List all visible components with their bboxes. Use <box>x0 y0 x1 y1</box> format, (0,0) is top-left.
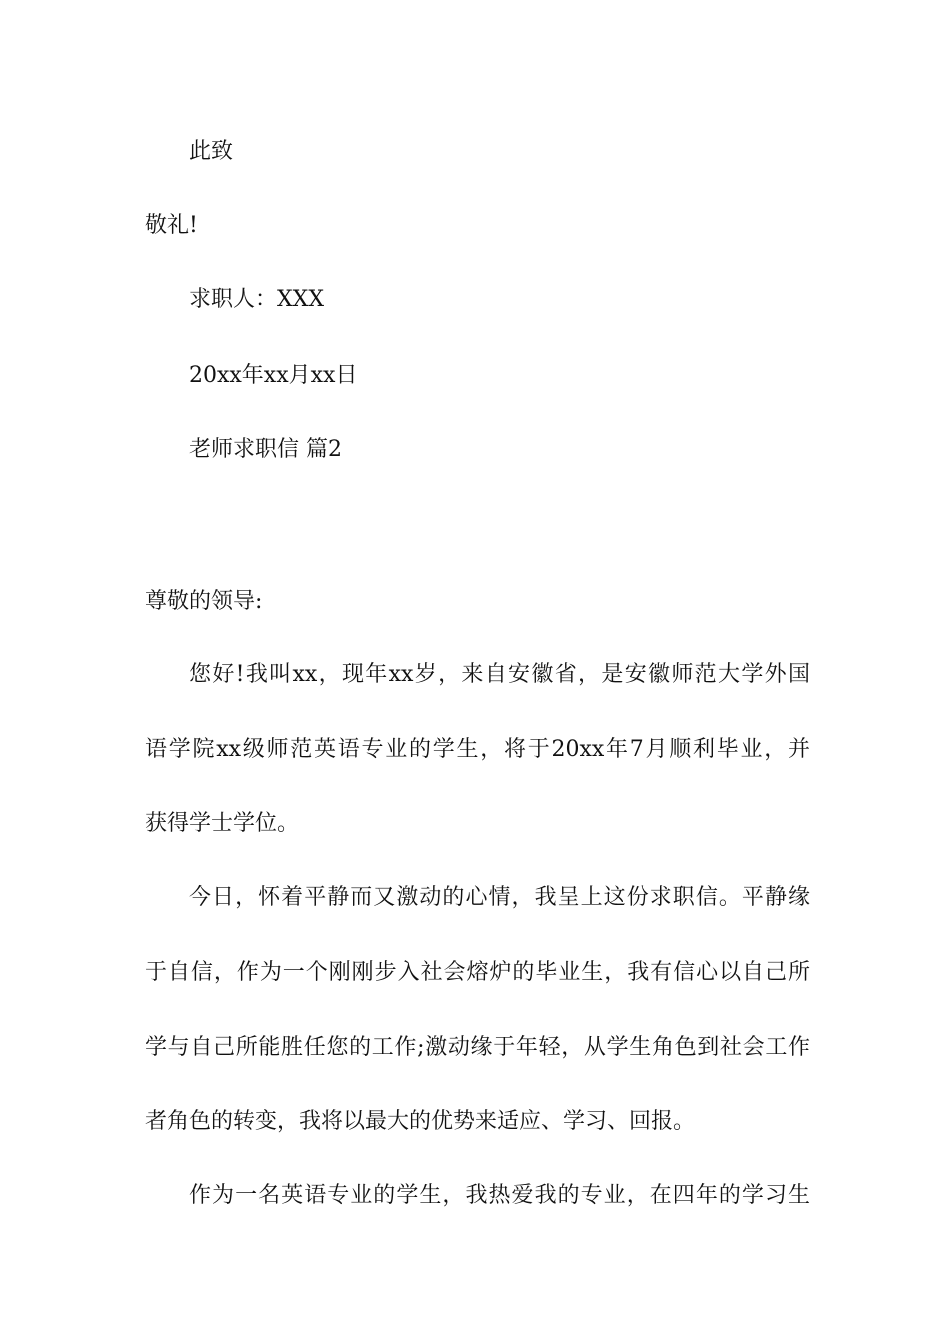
paragraph-line: 您好!我叫xx，现年xx岁，来自安徽省，是安徽师范大学外国 <box>189 662 810 687</box>
closing-line-1: 此致 <box>189 139 234 164</box>
date-line: 20xx年xx月xx日 <box>189 363 358 388</box>
paragraph-line: 作为一名英语专业的学生，我热爱我的专业，在四年的学习生 <box>189 1183 810 1208</box>
closing-line-2: 敬礼! <box>145 213 198 238</box>
paragraph-line: 于自信，作为一个刚刚步入社会熔炉的毕业生，我有信心以自己所 <box>145 960 810 985</box>
paragraph-line: 者角色的转变，我将以最大的优势来适应、学习、回报。 <box>145 1109 696 1134</box>
section-heading: 老师求职信 篇2 <box>189 437 342 462</box>
paragraph-line: 获得学士学位。 <box>145 811 300 836</box>
signature-line: 求职人：XXX <box>189 287 324 312</box>
paragraph-line: 语学院xx级师范英语专业的学生，将于20xx年7月顺利毕业，并 <box>145 737 810 762</box>
paragraph-line: 学与自己所能胜任您的工作;激动缘于年轻，从学生角色到社会工作 <box>145 1035 810 1060</box>
salutation: 尊敬的领导: <box>145 589 263 614</box>
paragraph-line: 今日，怀着平静而又激动的心情，我呈上这份求职信。平静缘 <box>189 885 810 910</box>
